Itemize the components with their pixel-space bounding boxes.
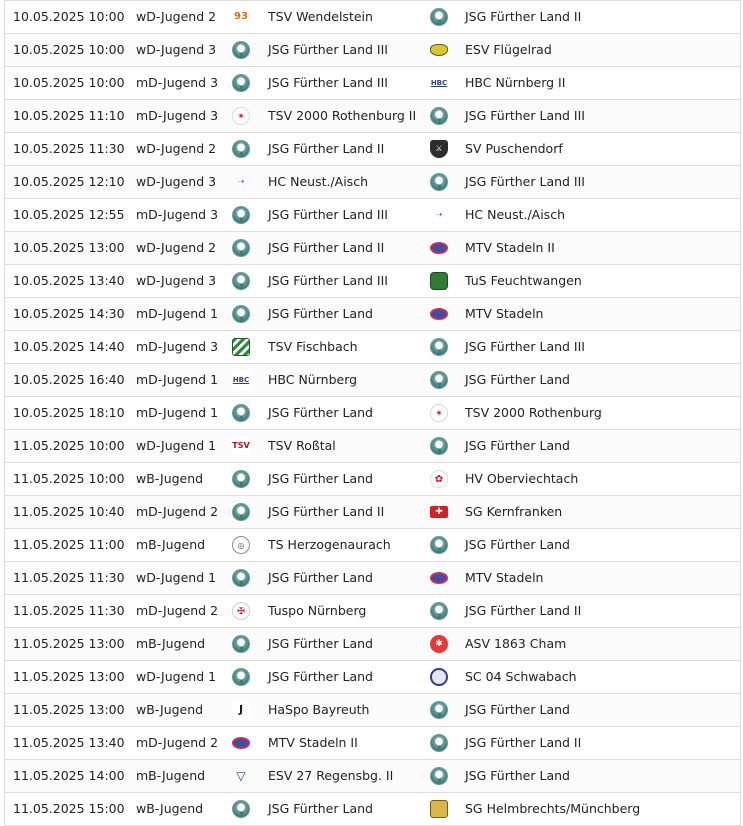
match-row: [4, 166, 741, 199]
mtv-logo-icon: [430, 572, 448, 584]
tuspo-logo-icon: ✠: [232, 602, 250, 620]
jsg-logo-icon: [430, 437, 448, 455]
jsg-logo-icon: [430, 173, 448, 191]
match-datetime: 10.05.2025 11:10: [13, 108, 125, 123]
match-row: [4, 694, 741, 727]
guest-team-logo-cell: [429, 529, 449, 561]
hbc-logo-icon: HBC: [232, 371, 250, 389]
match-row: [4, 34, 741, 67]
rosstal-logo-icon: TSV: [232, 437, 250, 455]
neustadt-logo-icon: ➝: [237, 178, 245, 186]
match-datetime: 10.05.2025 18:10: [13, 405, 125, 420]
guest-team-logo-cell: [429, 463, 449, 495]
match-league: mD-Jugend 1: [136, 405, 219, 420]
match-row: [4, 661, 741, 694]
home-team-logo-cell: [231, 34, 251, 66]
match-datetime: 11.05.2025 13:00: [13, 636, 125, 651]
match-row: [4, 628, 741, 661]
home-team-logo-cell: [231, 298, 251, 330]
match-row: [4, 67, 741, 100]
match-datetime: 11.05.2025 10:00: [13, 438, 125, 453]
match-datetime: 11.05.2025 11:30: [13, 603, 125, 618]
match-league: wB-Jugend: [136, 702, 204, 717]
home-team-logo-cell: [231, 496, 251, 528]
guest-team-logo-cell: [429, 298, 449, 330]
home-team-logo-cell: [231, 199, 251, 231]
guest-team-logo-cell: [429, 364, 449, 396]
match-row: [4, 397, 741, 430]
match-league: wD-Jugend 1: [136, 438, 217, 453]
match-datetime: 11.05.2025 11:30: [13, 570, 125, 585]
guest-team-name: JSG Fürther Land III: [465, 108, 585, 123]
home-team-logo-cell: [231, 562, 251, 594]
home-team-logo-cell: [231, 232, 251, 264]
match-datetime: 10.05.2025 10:00: [13, 9, 125, 24]
jsg-logo-icon: [232, 239, 250, 257]
match-datetime: 10.05.2025 10:00: [13, 42, 125, 57]
guest-team-name: SC 04 Schwabach: [465, 669, 577, 684]
jsg-logo-icon: [232, 206, 250, 224]
home-team-name: JSG Fürther Land: [268, 570, 373, 585]
jsg-logo-icon: [232, 41, 250, 59]
match-row: [4, 100, 741, 133]
jsg-logo-icon: [430, 602, 448, 620]
mtv-logo-icon: [232, 737, 250, 749]
guest-team-name: ASV 1863 Cham: [465, 636, 567, 651]
match-row: [4, 760, 741, 793]
home-team-logo-cell: [231, 628, 251, 660]
guest-team-logo-cell: [429, 496, 449, 528]
guest-team-logo-cell: [429, 199, 449, 231]
home-team-logo-cell: [231, 100, 251, 132]
home-team-name: TSV Wendelstein: [268, 9, 373, 24]
match-league: mD-Jugend 1: [136, 372, 219, 387]
match-datetime: 11.05.2025 13:00: [13, 669, 125, 684]
herzo-logo-icon: ◎: [232, 536, 250, 554]
home-team-logo-cell: [231, 166, 251, 198]
jsg-logo-icon: [430, 8, 448, 26]
match-row: [4, 529, 741, 562]
home-team-name: JSG Fürther Land III: [268, 42, 388, 57]
fluegelrad-logo-icon: [430, 44, 448, 56]
home-team-name: MTV Stadeln II: [268, 735, 358, 750]
mtv-logo-icon: [430, 242, 448, 254]
match-league: wD-Jugend 2: [136, 141, 217, 156]
match-league: wB-Jugend: [136, 801, 204, 816]
jsg-logo-icon: [430, 107, 448, 125]
home-team-name: JSG Fürther Land: [268, 669, 373, 684]
jsg-logo-icon: [232, 74, 250, 92]
feucht-logo-icon: [430, 272, 448, 290]
jsg-logo-icon: [232, 503, 250, 521]
guest-team-name: HBC Nürnberg II: [465, 75, 566, 90]
home-team-name: TSV Roßtal: [268, 438, 336, 453]
helmbrechts-logo-icon: [430, 800, 448, 818]
guest-team-logo-cell: [429, 562, 449, 594]
guest-team-name: JSG Fürther Land II: [465, 603, 582, 618]
jsg-logo-icon: [232, 800, 250, 818]
mtv-logo-icon: [430, 308, 448, 320]
home-team-name: JSG Fürther Land II: [268, 240, 385, 255]
home-team-name: JSG Fürther Land III: [268, 273, 388, 288]
match-row: [4, 595, 741, 628]
match-league: wD-Jugend 3: [136, 174, 217, 189]
match-datetime: 11.05.2025 10:00: [13, 471, 125, 486]
guest-team-logo-cell: [429, 67, 449, 99]
rothenburg-logo-icon: ✶: [430, 404, 448, 422]
guest-team-logo-cell: [429, 232, 449, 264]
home-team-logo-cell: [231, 67, 251, 99]
guest-team-logo-cell: [429, 727, 449, 759]
match-league: wD-Jugend 1: [136, 570, 217, 585]
match-datetime: 10.05.2025 16:40: [13, 372, 125, 387]
home-team-name: Tuspo Nürnberg: [268, 603, 367, 618]
match-datetime: 11.05.2025 14:00: [13, 768, 125, 783]
match-schedule-table: [4, 0, 741, 826]
home-team-logo-cell: [231, 694, 251, 726]
home-team-name: JSG Fürther Land II: [268, 504, 385, 519]
match-datetime: 10.05.2025 14:30: [13, 306, 125, 321]
guest-team-name: JSG Fürther Land II: [465, 9, 582, 24]
home-team-name: JSG Fürther Land: [268, 405, 373, 420]
home-team-name: TSV 2000 Rothenburg II: [268, 108, 417, 123]
cham-logo-icon: ✱: [430, 635, 448, 653]
home-team-name: HC Neust./Aisch: [268, 174, 368, 189]
guest-team-name: HC Neust./Aisch: [465, 207, 565, 222]
match-datetime: 11.05.2025 11:00: [13, 537, 125, 552]
jsg-logo-icon: [232, 305, 250, 323]
guest-team-logo-cell: [429, 397, 449, 429]
match-row: [4, 364, 741, 397]
match-league: wD-Jugend 2: [136, 9, 217, 24]
jsg-logo-icon: [430, 767, 448, 785]
puschendorf-logo-icon: ⚔: [430, 140, 448, 158]
regensburg-logo-icon: ▽: [236, 769, 246, 783]
jsg-logo-icon: [430, 338, 448, 356]
home-team-logo-cell: [231, 661, 251, 693]
schwabach-logo-icon: [430, 668, 448, 686]
match-league: mD-Jugend 3: [136, 108, 219, 123]
guest-team-logo-cell: [429, 331, 449, 363]
match-datetime: 11.05.2025 13:00: [13, 702, 125, 717]
match-league: mD-Jugend 2: [136, 735, 219, 750]
guest-team-name: JSG Fürther Land: [465, 372, 570, 387]
guest-team-logo-cell: [429, 166, 449, 198]
hbc-logo-icon: HBC: [430, 74, 448, 92]
home-team-logo-cell: [231, 595, 251, 627]
home-team-name: JSG Fürther Land II: [268, 141, 385, 156]
oberviechtach-logo-icon: ✿: [430, 470, 448, 488]
home-team-logo-cell: [231, 265, 251, 297]
guest-team-name: JSG Fürther Land II: [465, 735, 582, 750]
match-row: [4, 793, 741, 826]
haspo-logo-icon: J: [232, 701, 250, 719]
wendelstein-logo-icon: 93: [232, 8, 250, 26]
home-team-logo-cell: [231, 133, 251, 165]
home-team-name: JSG Fürther Land III: [268, 207, 388, 222]
match-row: [4, 496, 741, 529]
match-datetime: 11.05.2025 13:40: [13, 735, 125, 750]
home-team-name: TSV Fischbach: [268, 339, 358, 354]
match-league: wD-Jugend 2: [136, 240, 217, 255]
match-datetime: 11.05.2025 10:40: [13, 504, 125, 519]
kernfranken-logo-icon: ✚: [430, 506, 448, 518]
home-team-name: TS Herzogenaurach: [268, 537, 391, 552]
guest-team-name: TuS Feuchtwangen: [465, 273, 582, 288]
match-datetime: 10.05.2025 13:00: [13, 240, 125, 255]
home-team-logo-cell: [231, 529, 251, 561]
guest-team-name: JSG Fürther Land: [465, 768, 570, 783]
guest-team-logo-cell: [429, 34, 449, 66]
jsg-logo-icon: [232, 635, 250, 653]
match-league: wD-Jugend 1: [136, 669, 217, 684]
guest-team-name: SV Puschendorf: [465, 141, 563, 156]
match-league: wD-Jugend 3: [136, 42, 217, 57]
match-row: [4, 463, 741, 496]
match-datetime: 10.05.2025 12:10: [13, 174, 125, 189]
match-league: mD-Jugend 3: [136, 339, 219, 354]
home-team-logo-cell: [231, 727, 251, 759]
guest-team-name: ESV Flügelrad: [465, 42, 552, 57]
home-team-name: JSG Fürther Land: [268, 471, 373, 486]
match-league: wD-Jugend 3: [136, 273, 217, 288]
jsg-logo-icon: [232, 470, 250, 488]
match-row: [4, 1, 741, 34]
match-league: mB-Jugend: [136, 537, 206, 552]
home-team-logo-cell: [231, 463, 251, 495]
match-row: [4, 265, 741, 298]
match-datetime: 10.05.2025 13:40: [13, 273, 125, 288]
jsg-logo-icon: [430, 701, 448, 719]
match-datetime: 10.05.2025 14:40: [13, 339, 125, 354]
guest-team-logo-cell: [429, 694, 449, 726]
jsg-logo-icon: [232, 140, 250, 158]
match-row: [4, 133, 741, 166]
match-datetime: 10.05.2025 11:30: [13, 141, 125, 156]
guest-team-name: MTV Stadeln: [465, 570, 544, 585]
match-league: mB-Jugend: [136, 636, 206, 651]
match-row: [4, 199, 741, 232]
jsg-logo-icon: [232, 569, 250, 587]
home-team-name: HaSpo Bayreuth: [268, 702, 370, 717]
home-team-logo-cell: [231, 364, 251, 396]
guest-team-logo-cell: [429, 793, 449, 825]
match-league: wB-Jugend: [136, 471, 204, 486]
home-team-name: JSG Fürther Land: [268, 801, 373, 816]
home-team-name: ESV 27 Regensbg. II: [268, 768, 394, 783]
home-team-logo-cell: [231, 430, 251, 462]
guest-team-name: TSV 2000 Rothenburg: [465, 405, 602, 420]
match-row: [4, 562, 741, 595]
guest-team-name: HV Oberviechtach: [465, 471, 579, 486]
home-team-name: JSG Fürther Land: [268, 636, 373, 651]
guest-team-logo-cell: [429, 430, 449, 462]
match-league: mD-Jugend 3: [136, 207, 219, 222]
guest-team-logo-cell: [429, 100, 449, 132]
jsg-logo-icon: [430, 536, 448, 554]
guest-team-logo-cell: [429, 1, 449, 33]
jsg-logo-icon: [232, 404, 250, 422]
home-team-name: JSG Fürther Land: [268, 306, 373, 321]
guest-team-name: MTV Stadeln: [465, 306, 544, 321]
rothenburg-logo-icon: ✶: [232, 107, 250, 125]
guest-team-name: JSG Fürther Land: [465, 438, 570, 453]
guest-team-logo-cell: [429, 760, 449, 792]
match-row: [4, 727, 741, 760]
home-team-logo-cell: [231, 331, 251, 363]
match-league: mD-Jugend 1: [136, 306, 219, 321]
guest-team-name: JSG Fürther Land: [465, 537, 570, 552]
jsg-logo-icon: [232, 668, 250, 686]
guest-team-name: JSG Fürther Land III: [465, 339, 585, 354]
fischbach-logo-icon: [232, 338, 250, 356]
match-league: mD-Jugend 2: [136, 603, 219, 618]
match-row: [4, 232, 741, 265]
guest-team-logo-cell: [429, 628, 449, 660]
guest-team-name: SG Kernfranken: [465, 504, 563, 519]
guest-team-logo-cell: [429, 661, 449, 693]
guest-team-name: JSG Fürther Land III: [465, 174, 585, 189]
guest-team-name: SG Helmbrechts/Münchberg: [465, 801, 641, 816]
home-team-logo-cell: [231, 397, 251, 429]
match-row: [4, 430, 741, 463]
match-league: mB-Jugend: [136, 768, 206, 783]
home-team-logo-cell: [231, 760, 251, 792]
jsg-logo-icon: [232, 272, 250, 290]
match-league: mD-Jugend 2: [136, 504, 219, 519]
home-team-name: HBC Nürnberg: [268, 372, 358, 387]
jsg-logo-icon: [430, 371, 448, 389]
guest-team-name: JSG Fürther Land: [465, 702, 570, 717]
jsg-logo-icon: [430, 734, 448, 752]
guest-team-logo-cell: [429, 595, 449, 627]
home-team-name: JSG Fürther Land III: [268, 75, 388, 90]
guest-team-logo-cell: [429, 133, 449, 165]
match-datetime: 10.05.2025 12:55: [13, 207, 125, 222]
match-datetime: 11.05.2025 15:00: [13, 801, 125, 816]
match-row: [4, 298, 741, 331]
guest-team-name: MTV Stadeln II: [465, 240, 555, 255]
neustadt-logo-icon: ➝: [435, 211, 443, 219]
home-team-logo-cell: [231, 793, 251, 825]
home-team-logo-cell: [231, 1, 251, 33]
match-row: [4, 331, 741, 364]
match-league: mD-Jugend 3: [136, 75, 219, 90]
match-datetime: 10.05.2025 10:00: [13, 75, 125, 90]
guest-team-logo-cell: [429, 265, 449, 297]
